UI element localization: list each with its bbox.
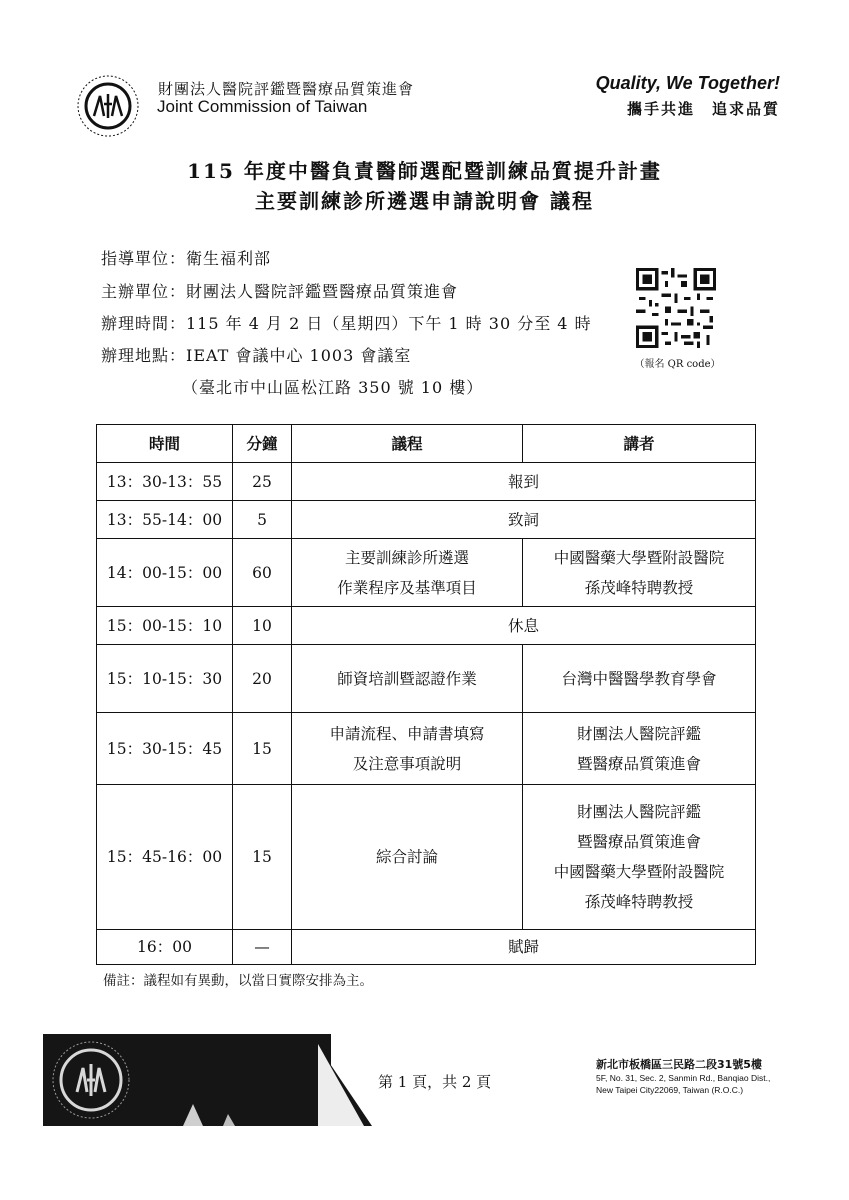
header-minutes: 分鐘 [233,425,292,463]
speaker-line: 台灣中醫醫學教育學會 [561,669,717,688]
table-row [97,501,756,539]
remark: 備註：議程如有異動，以當日實際安排為主。 [103,973,373,989]
table-row [97,930,756,965]
topic-line: 主要訓練診所遴選 [344,548,469,567]
header-time: 時間 [97,425,233,463]
row-item: 賦歸 [292,930,756,965]
header-topic: 議程 [292,425,523,463]
event-address: （臺北市中山區松江路 350 號 10 樓） [182,378,484,397]
table-row [97,785,756,930]
scan-artifact [314,1040,374,1126]
row-item: 休息 [292,607,756,645]
address-en [596,1072,770,1096]
registration-qr-code[interactable] [636,268,716,348]
row-speaker [523,539,756,607]
table-row [97,713,756,785]
row-time: 15：10-15：30 [97,645,233,713]
speaker-line: 中國醫藥大學暨附設醫院 [553,863,725,881]
row-minutes: 5 [233,501,292,539]
header-speaker: 講者 [523,425,756,463]
row-topic [292,539,523,607]
address-en-line: 5F, No. 31, Sec. 2, Sanmin Rd., Banqiao Dist., [596,1073,771,1083]
speaker-line: 暨醫療品質策進會 [576,754,701,773]
footer-stamp-block [43,1034,331,1126]
org-name-en: Joint Commission of Taiwan [157,97,368,116]
topic-line: 及注意事項說明 [352,754,462,773]
page-number: 第 1 頁，共 2 頁 [378,1073,492,1091]
org-name-cn: 財團法人醫院評鑑暨醫療品質策進會 [158,80,415,98]
table-header-row [97,425,756,463]
speaker-line: 孫茂峰特聘教授 [584,893,694,911]
row-topic [292,785,523,930]
row-minutes: 20 [233,645,292,713]
row-item: 致詞 [292,501,756,539]
speaker-line: 孫茂峰特聘教授 [584,578,694,597]
table-row [97,607,756,645]
doc-title: 115 年度中醫負責醫師選配暨訓練品質提升計畫 [187,159,662,183]
row-minutes: 60 [233,539,292,607]
event-time: 辦理時間：115 年 4 月 2 日（星期四）下午 1 時 30 分至 4 時 [101,314,592,333]
guide-unit: 指導單位：衛生福利部 [101,249,272,268]
row-minutes: — [233,930,292,965]
row-time: 13：55-14：00 [97,501,233,539]
row-minutes: 10 [233,607,292,645]
table-row [97,539,756,607]
row-topic [292,645,523,713]
slogan-en: Quality, We Together! [595,73,780,93]
topic-line: 申請流程、申請書填寫 [329,724,485,743]
table-row [97,645,756,713]
row-speaker [523,645,756,713]
row-minutes: 25 [233,463,292,501]
topic-line: 作業程序及基準項目 [337,578,477,597]
slogan-cn: 攜手共進 追求品質 [626,100,780,118]
speaker-line: 暨醫療品質策進會 [576,833,701,851]
speaker-line: 中國醫藥大學暨附設醫院 [553,548,725,567]
host-unit: 主辦單位：財團法人醫院評鑑暨醫療品質策進會 [101,282,459,301]
speaker-line: 財團法人醫院評鑑 [576,803,701,821]
row-time: 14：00-15：00 [97,539,233,607]
speaker-line: 財團法人醫院評鑑 [576,724,701,743]
event-place: 辦理地點：IEAT 會議中心 1003 會議室 [101,346,412,365]
address-cn: 新北市板橋區三民路二段31號5樓 [596,1058,762,1071]
row-time: 15：45-16：00 [97,785,233,930]
row-speaker [523,713,756,785]
row-minutes: 15 [233,785,292,930]
doc-subtitle: 主要訓練診所遴選申請說明會 議程 [255,189,594,213]
row-speaker [523,785,756,930]
row-item: 報到 [292,463,756,501]
table-row [97,463,756,501]
topic-line: 綜合討論 [375,848,438,866]
row-minutes: 15 [233,713,292,785]
qr-caption: （報名 QR code） [634,359,721,370]
topic-line: 師資培訓暨認證作業 [337,669,477,688]
row-time: 16：00 [97,930,233,965]
address-en-line: New Taipei City22069, Taiwan (R.O.C.) [596,1085,744,1095]
row-time: 13：30-13：55 [97,463,233,501]
row-time: 15：30-15：45 [97,713,233,785]
agenda-table [96,424,756,965]
row-time: 15：00-15：10 [97,607,233,645]
row-topic [292,713,523,785]
jct-logo [74,70,150,146]
